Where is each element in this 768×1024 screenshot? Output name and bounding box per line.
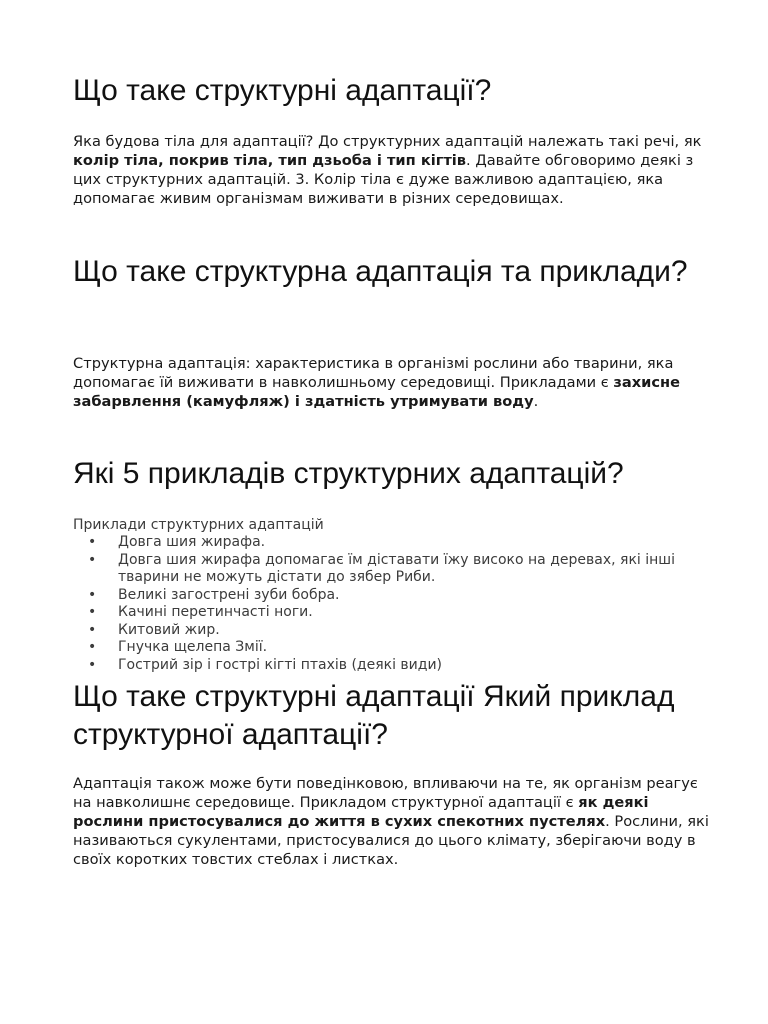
paragraph-text: Адаптація також може бути поведінковою, впливаючи на те, як організм реагує на навколишнє середовище. Прикладом структурної адаптації є [73,775,698,811]
heading-five-examples: Які 5 прикладів структурних адаптацій? [73,457,624,490]
examples-list [73,534,688,674]
list-item [73,587,688,605]
paragraph-text: Структурна адаптація: характеристика в організмі рослини або тварини, яка допомагає їй виживати в навколишньому середовищі. Прикладами є [73,355,674,391]
heading-structural-adaptation-examples: Що таке структурна адаптація та приклади? [73,255,688,288]
bullet-icon: • [88,551,97,568]
paragraph-structural-adaptations [73,132,713,208]
list-item [73,622,688,640]
bullet-icon: • [88,621,97,638]
list-item [73,552,688,587]
paragraph-text: . Рослини, які називаються сукулентами, пристосувалися до цього клімату, зберігаючи воду в своїх коротких товстих стеблах і листках. [73,813,709,868]
bullet-icon: • [88,586,97,603]
list-item-text: Довга шия жирафа. [118,534,266,550]
paragraph-bold-text: колір тіла, покрив тіла, тип дзьоба і тип кігтів [73,152,467,169]
list-item-text: Великі загострені зуби бобра. [118,586,340,603]
paragraph-structural-adaptation-examples [73,354,713,411]
paragraph-bold-text: захисне забарвлення (камуфляж) і здатність утримувати воду [73,374,681,410]
paragraph-structural-adaptation-example [73,774,713,869]
list-item-text: Качині перетинчасті ноги. [118,604,313,620]
bullet-icon: • [88,534,97,550]
list-item-text: Гострий зір і гострі кігті птахів (деякі види) [118,656,443,673]
bullet-icon: • [88,604,97,620]
list-item-text: Китовий жир. [118,621,220,638]
list-item [73,639,688,657]
list-item [73,534,688,552]
paragraph-text: . [533,393,539,410]
list-item [73,604,688,622]
list-item-text: Довга шия жирафа допомагає їм діставати їжу високо на деревах, які інші тварини не можуть дістати до зябер Риби. [118,551,675,585]
list-item [73,657,688,675]
bullet-icon: • [88,639,97,655]
heading-structural-adaptations: Що таке структурні адаптації? [73,74,492,107]
bullet-icon: • [88,656,97,673]
paragraph-text: Яка будова тіла для адаптації? До структурних адаптацій належать такі речі, як [73,133,702,150]
examples-subheading: Приклади структурних адаптацій [73,517,324,533]
paragraph-bold-text: як деякі рослини пристосувалися до життя в сухих спекотних пустелях [73,794,649,830]
list-item-text: Гнучка щелепа Змії. [118,639,268,655]
heading-structural-adaptation-example: Що таке структурні адаптації Який приклад структурної адаптації? [73,680,675,751]
paragraph-text: . Давайте обговоримо деякі з цих структурних адаптацій. 3. Колір тіла є дуже важливою адаптацією, яка допомагає живим організмам виживати в різних середовищах. [73,152,694,207]
